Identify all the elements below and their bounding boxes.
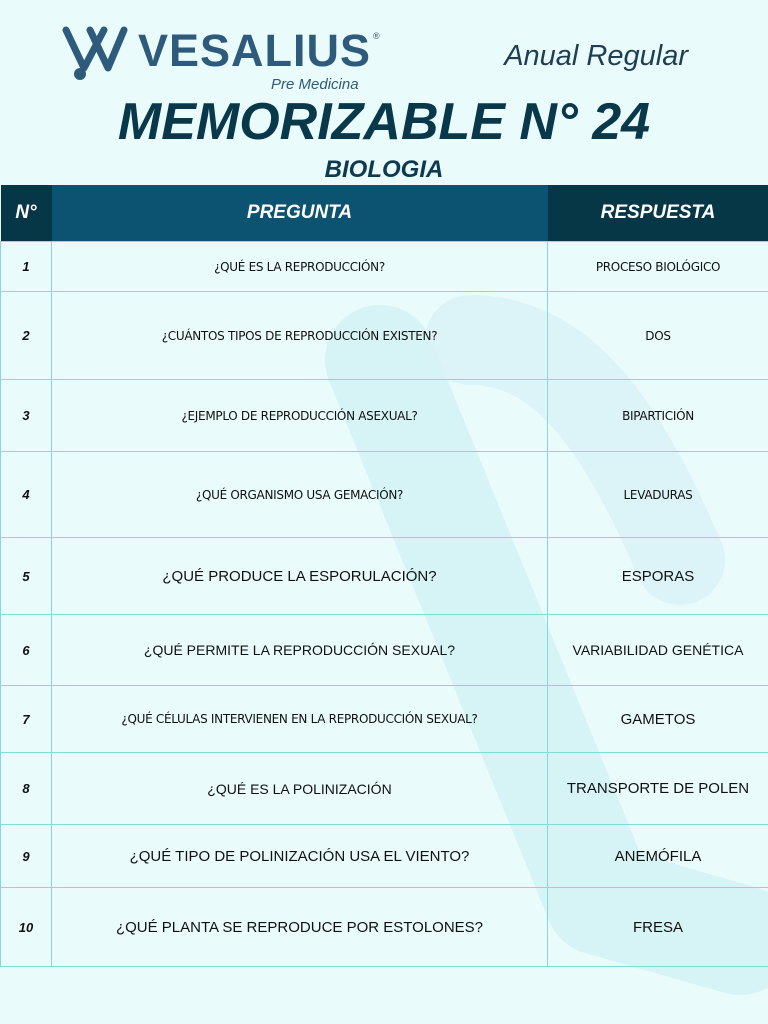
row-answer: ESPORAS [548, 538, 768, 615]
table-row [1, 686, 768, 753]
table-header-row [1, 185, 768, 242]
header-number: N° [1, 185, 52, 242]
row-answer: ANEMÓFILA [548, 825, 768, 888]
table-row [1, 242, 768, 292]
table-row [1, 452, 768, 538]
row-number: 5 [1, 538, 52, 615]
page-title: MEMORIZABLE N° 24 [117, 93, 651, 151]
row-number: 4 [1, 452, 52, 538]
table-row [1, 538, 768, 615]
row-answer: LEVADURAS [548, 452, 768, 538]
row-answer: TRANSPORTE DE POLEN [548, 753, 768, 825]
row-number: 6 [1, 615, 52, 686]
row-answer: PROCESO BIOLÓGICO [548, 242, 768, 292]
row-number: 2 [1, 292, 52, 380]
row-answer: GAMETOS [548, 686, 768, 753]
table-row [1, 825, 768, 888]
course-name: Anual Regular [504, 40, 688, 72]
table-row [1, 753, 768, 825]
question-table [0, 185, 768, 967]
table-row [1, 292, 768, 380]
row-question: ¿QUÉ CÉLULAS INTERVIENEN EN LA REPRODUCCIÓN SEXUAL? [52, 686, 548, 753]
table-row [1, 888, 768, 967]
header-question: PREGUNTA [52, 185, 548, 242]
table-row [1, 380, 768, 452]
row-number: 3 [1, 380, 52, 452]
row-question: ¿QUÉ PERMITE LA REPRODUCCIÓN SEXUAL? [52, 615, 548, 686]
row-question: ¿QUÉ PRODUCE LA ESPORULACIÓN? [52, 538, 548, 615]
row-answer: BIPARTICIÓN [548, 380, 768, 452]
row-answer: VARIABILIDAD GENÉTICA [548, 615, 768, 686]
row-number: 1 [1, 242, 52, 292]
row-answer: DOS [548, 292, 768, 380]
row-question: ¿EJEMPLO DE REPRODUCCIÓN ASEXUAL? [52, 380, 548, 452]
vesalius-v-logo-icon [60, 22, 130, 84]
row-question: ¿QUÉ TIPO DE POLINIZACIÓN USA EL VIENTO? [52, 825, 548, 888]
table-row [1, 615, 768, 686]
row-number: 9 [1, 825, 52, 888]
brand-subtitle: Pre Medicina [271, 76, 359, 93]
brand-name: VESALIUS ® [138, 25, 381, 76]
row-question: ¿CUÁNTOS TIPOS DE REPRODUCCIÓN EXISTEN? [52, 292, 548, 380]
row-number: 7 [1, 686, 52, 753]
row-question: ¿QUÉ ORGANISMO USA GEMACIÓN? [52, 452, 548, 538]
row-question: ¿QUÉ ES LA REPRODUCCIÓN? [52, 242, 548, 292]
subject-title: BIOLOGIA [324, 156, 444, 183]
row-question: ¿QUÉ PLANTA SE REPRODUCE POR ESTOLONES? [52, 888, 548, 967]
registered-mark: ® [373, 31, 381, 41]
row-number: 8 [1, 753, 52, 825]
row-number: 10 [1, 888, 52, 967]
page-header [0, 0, 768, 185]
header-answer: RESPUESTA [548, 185, 768, 242]
row-answer: FRESA [548, 888, 768, 967]
row-question: ¿QUÉ ES LA POLINIZACIÓN [52, 753, 548, 825]
